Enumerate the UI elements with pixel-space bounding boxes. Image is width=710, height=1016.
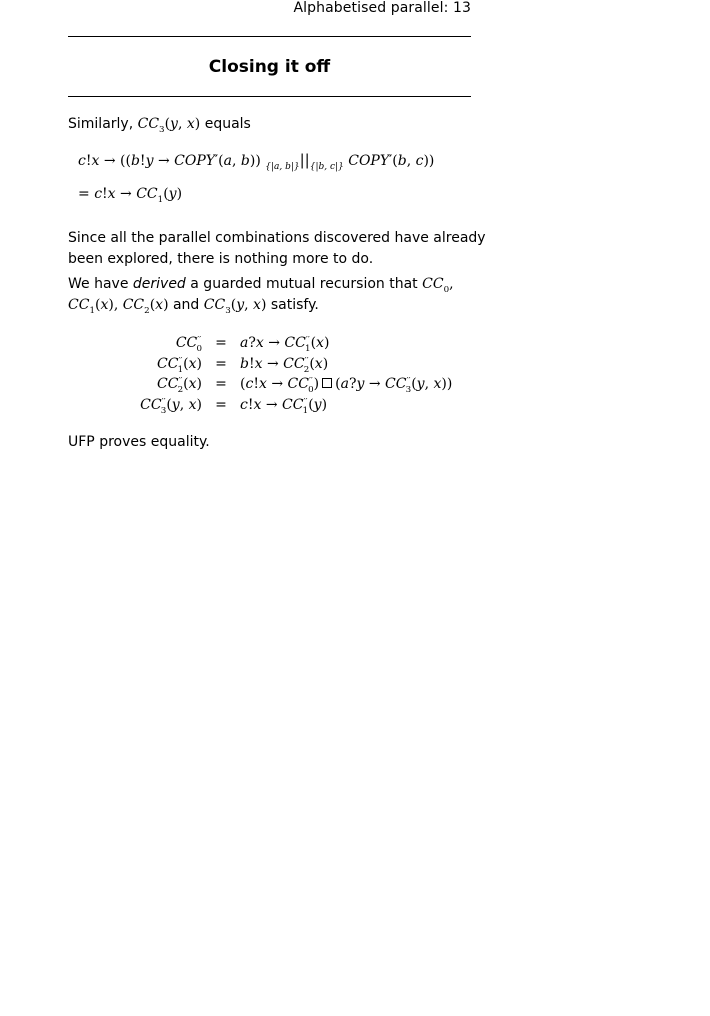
paragraph-line: $CC_1(x)$, $CC_2(x)$ and $CC_3(y$, x) satisfy. [68, 297, 319, 316]
math-cc0: $CC_0$ [422, 276, 450, 295]
intro-text-after: equals [200, 116, 251, 132]
equation-row: $CC''_1(x)$ = $b!x \to CC''_2(x)$ [157, 355, 329, 375]
equation-parallel-expansion: c!x → ((b!y → COPY′(a, b)) $_{\{|a, b|\}}||_{\{|b, c|\}}$ COPY′(b, c)) [78, 151, 435, 173]
external-choice-icon [322, 378, 332, 388]
equation-row: $CC''_3(y$, x) = $c!x \to CC''_1(y)$ [140, 396, 328, 416]
paragraph-derived-recursion [68, 274, 454, 316]
closing-remark: UFP proves equality. [68, 434, 210, 450]
running-header: Alphabetised parallel: 13 [293, 0, 471, 16]
emphasis-derived: derived [132, 276, 186, 292]
intro-text-before: Similarly, [68, 116, 138, 132]
header-rule-top [68, 36, 471, 37]
intro-line [68, 114, 251, 135]
paragraph-line: We have derived a guarded mutual recursion that $CC_0$, [68, 276, 454, 295]
paragraph-line: Since all the parallel combinations discovered have already [68, 230, 486, 246]
paragraph-nothing-more [68, 228, 486, 270]
math-cc3: $CC_3(y$, x) [137, 116, 201, 135]
slide-title: Closing it off [208, 57, 331, 77]
equation-row: $CC''_0$ = a?x → $CC''_1(x)$ [175, 335, 330, 355]
math-cc2: $CC_2(x)$ [122, 297, 169, 316]
recursion-equations [104, 333, 452, 415]
equation-row: $CC''_2(x)$ = $(c!x \to CC''_0)$ (a?y → $CC''_3(y$, x)) [157, 376, 453, 396]
math-cc3: $CC_3(y$, x) [203, 297, 267, 316]
equation-result: = $c!x \to CC_1(y)$ [78, 186, 183, 205]
header-rule-bottom [68, 96, 471, 97]
math-cc1: $CC_1(x)$ [68, 297, 114, 316]
paragraph-line: been explored, there is nothing more to do. [68, 251, 374, 267]
